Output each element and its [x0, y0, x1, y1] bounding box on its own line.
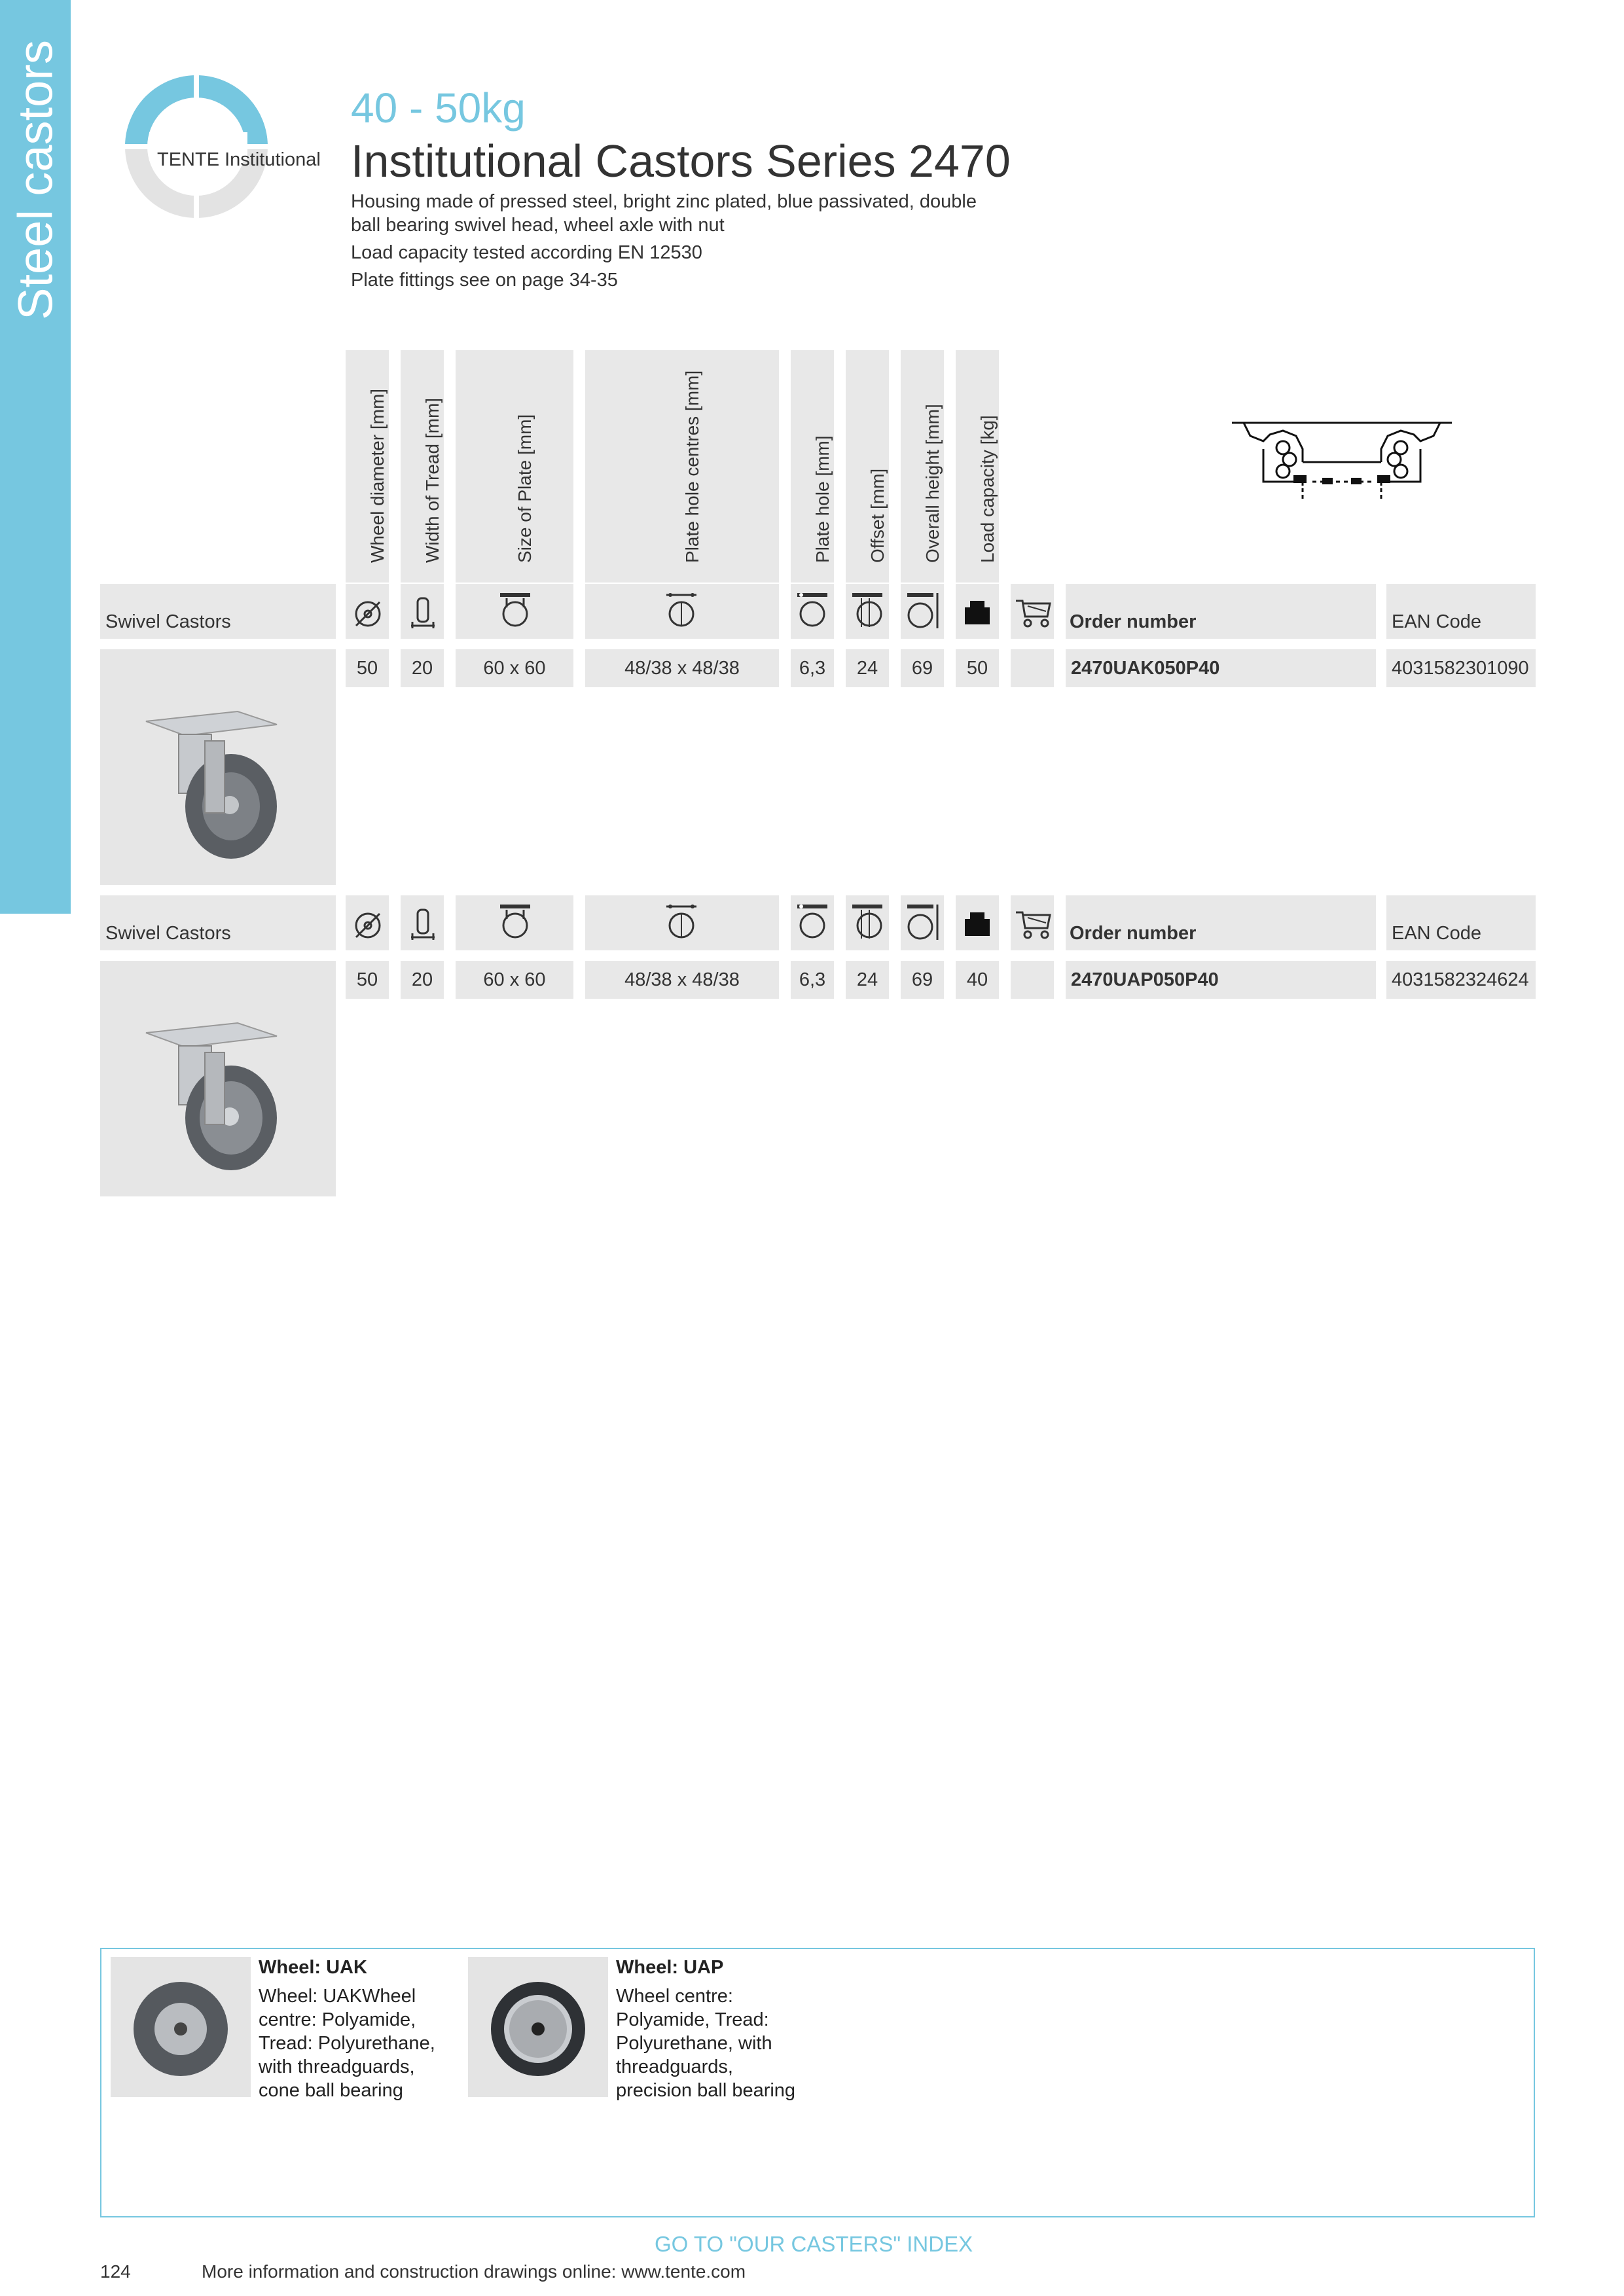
offset-icon [846, 895, 889, 950]
cell-offset: 24 [846, 649, 889, 687]
cell-ean-code: 4031582301090 [1386, 649, 1536, 687]
wheel-description-uak: Wheel: UAKWheel centre: Polyamide, Tread: Polyurethane, with threadguards, cone ball bearing [259, 1986, 435, 2101]
ean-code-label: EAN Code [1392, 923, 1482, 944]
load-range: 40 - 50kg [351, 84, 526, 132]
group-label: Swivel Castors [105, 611, 231, 632]
description-line: Load capacity tested according EN 12530 [351, 242, 702, 263]
cell-empty [1011, 649, 1054, 687]
ean-code-header [1386, 895, 1536, 950]
cell-plate-size: 60 x 60 [456, 649, 573, 687]
ean-code-header [1386, 584, 1536, 639]
wheel-title-uak: Wheel: UAK [259, 1957, 367, 1978]
col-header-plate-hole [791, 350, 834, 583]
wheel-photo-uap [468, 1957, 608, 2097]
description-line: Housing made of pressed steel, bright zinc plated, blue passivated, double [351, 191, 977, 212]
description-line: Plate fittings see on page 34-35 [351, 270, 618, 291]
col-label: Size of Plate [mm] [514, 414, 535, 563]
cell-plate-size: 60 x 60 [456, 961, 573, 999]
cell-offset: 24 [846, 961, 889, 999]
load-capacity-icon [956, 584, 999, 639]
description-line: ball bearing swivel head, wheel axle with nut [351, 215, 725, 236]
cell-overall-height: 69 [901, 649, 944, 687]
col-label: Plate hole [mm] [812, 435, 833, 563]
order-number-label: Order number [1070, 611, 1197, 632]
wheel-photo-uak [111, 1957, 251, 2097]
load-capacity-icon [956, 895, 999, 950]
wheel-info-box [100, 1948, 1535, 2217]
cell-ean-code: 4031582324624 [1386, 961, 1536, 999]
wheel-diameter-icon [346, 895, 389, 950]
sidebar-label: Steel castors [8, 40, 63, 320]
col-label: Wheel diameter [mm] [367, 388, 388, 563]
cell-order-number[interactable]: 2470UAP050P40 [1066, 961, 1376, 999]
order-number-label: Order number [1070, 923, 1197, 944]
group-label-cell [100, 895, 336, 950]
col-header-tread-width [401, 350, 444, 583]
col-header-offset [846, 350, 889, 583]
cell-overall-height: 69 [901, 961, 944, 999]
trolley-icon [1011, 584, 1054, 639]
tread-width-icon [401, 895, 444, 950]
overall-height-icon [901, 584, 944, 639]
ean-code-label: EAN Code [1392, 611, 1482, 632]
plate-hole-centres-icon [585, 895, 779, 950]
group-label: Swivel Castors [105, 923, 231, 944]
goto-index-link[interactable]: GO TO "OUR CASTERS" INDEX [655, 2232, 973, 2256]
plate-size-icon [456, 895, 573, 950]
logo-text: TENTE Institutional [157, 149, 321, 170]
product-photo [100, 961, 336, 1196]
col-label: Width of Tread [mm] [422, 397, 442, 563]
cell-load-capacity: 50 [956, 649, 999, 687]
order-number-header [1066, 584, 1376, 639]
castor-technical-drawing [1231, 416, 1453, 503]
cell-empty [1011, 961, 1054, 999]
cell-wheel-diameter: 50 [346, 961, 389, 999]
plate-hole-icon [791, 584, 834, 639]
cell-plate-hole: 6,3 [791, 649, 834, 687]
cell-plate-hole-centres: 48/38 x 48/38 [585, 649, 779, 687]
col-header-load-capacity [956, 350, 999, 583]
order-number-header [1066, 895, 1376, 950]
product-photo [100, 649, 336, 885]
wheel-title-uap: Wheel: UAP [616, 1957, 724, 1978]
col-label: Plate hole centres [mm] [682, 370, 702, 563]
wheel-description-uap: Wheel centre: Polyamide, Tread: Polyurethane, with threadguards, precision ball bearing [616, 1986, 796, 2101]
col-header-plate-hole-centres [585, 350, 779, 583]
wheel-diameter-icon [346, 584, 389, 639]
cell-load-capacity: 40 [956, 961, 999, 999]
sidebar-band [0, 0, 71, 914]
plate-hole-centres-icon [585, 584, 779, 639]
overall-height-icon [901, 895, 944, 950]
col-header-wheel-diameter [346, 350, 389, 583]
page-title: Institutional Castors Series 2470 [351, 135, 1011, 187]
cell-order-number[interactable]: 2470UAK050P40 [1066, 649, 1376, 687]
col-label: Offset [mm] [867, 468, 888, 563]
group-label-cell [100, 584, 336, 639]
plate-size-icon [456, 584, 573, 639]
cell-wheel-diameter: 50 [346, 649, 389, 687]
offset-icon [846, 584, 889, 639]
cell-tread-width: 20 [401, 961, 444, 999]
plate-hole-icon [791, 895, 834, 950]
col-label: Overall height [mm] [922, 404, 943, 563]
col-label: Load capacity [kg] [977, 415, 998, 563]
footer-info: More information and construction drawings online: www.tente.com [202, 2261, 746, 2282]
cell-tread-width: 20 [401, 649, 444, 687]
tente-logo-ring [123, 73, 270, 220]
col-header-plate-size [456, 350, 573, 583]
cell-plate-hole: 6,3 [791, 961, 834, 999]
tread-width-icon [401, 584, 444, 639]
cell-plate-hole-centres: 48/38 x 48/38 [585, 961, 779, 999]
col-header-overall-height [901, 350, 944, 583]
trolley-icon [1011, 895, 1054, 950]
page-number: 124 [100, 2261, 131, 2282]
